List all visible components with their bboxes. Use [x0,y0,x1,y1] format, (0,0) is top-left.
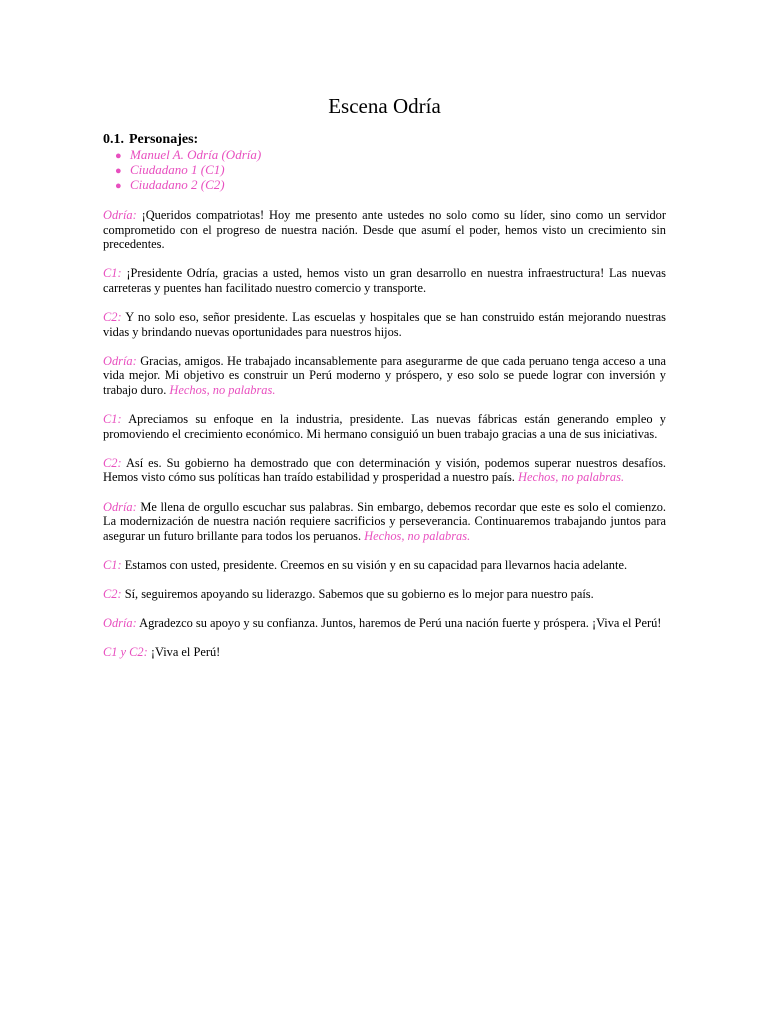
section-heading [103,132,666,148]
dialogue-line [103,500,666,544]
section-number: 0.1. [103,132,124,148]
dialogue-text: Me llena de orgullo escuchar sus palabras. Sin embargo, debemos recordar que este es solo el comienzo. La modernización de nuestra nación requiere sacrificios y perseverancia. Continuaremos trabajando juntos para asegurar un futuro brillante para todos los peruanos. [103,499,666,543]
speaker-label: C2: [103,310,122,325]
speaker-label: Odría: [103,208,137,223]
speaker-label: C1: [103,412,122,427]
speaker-label: C2: [103,455,122,470]
speaker-label: C1 y C2: [103,645,148,660]
dialogue-line [103,354,666,398]
dialogue-text: Estamos con usted, presidente. Creemos en su visión y en su capacidad para llevarnos hacia adelante. [124,557,628,572]
dialogue-line [103,310,666,339]
dialogue [103,208,666,659]
dialogue-text: Apreciamos su enfoque en la industria, presidente. Las nuevas fábricas están generando empleo y promoviendo el crecimiento económico. Mi hermano consiguió un buen trabajo gracias a una de sus iniciativas. [103,412,667,441]
dialogue-text: Sí, seguiremos apoyando su liderazgo. Sabemos que su gobierno es lo mejor para nuestro país. [124,586,594,601]
dialogue-line [103,412,666,441]
bullet-icon: ● [115,150,122,163]
dialogue-text: ¡Queridos compatriotas! Hoy me presento ante ustedes no solo como su líder, sino como un servidor comprometido con el progreso de nuestra nación. Desde que asumí el poder, hemos visto un crecimiento sin precedentes. [103,208,666,252]
dialogue-text: Y no solo eso, señor presidente. Las escuelas y hospitales que se han construido están mejorando nuestras vidas y brindando nuevas oportunidades para nuestros hijos. [103,310,666,339]
speaker-label: Odría: [103,615,137,630]
section-title: Personajes: [129,132,199,148]
dialogue-text: Agradezco su apoyo y su confianza. Juntos, haremos de Perú una nación fuerte y próspera. ¡Viva el Perú! [139,615,662,630]
character-list [103,148,666,193]
dialogue-text: Así es. Su gobierno ha demostrado que con determinación y visión, podemos superar nuestros desafíos. Hemos visto cómo sus políticas han traído estabilidad y prosperidad a nuestro país. [103,455,666,485]
character-name: Manuel A. Odría (Odría) [130,147,262,163]
dialogue-line [103,616,666,631]
dialogue-line [103,208,666,252]
character-name: Ciudadano 2 (C2) [130,177,225,193]
character-item [115,148,666,163]
motto-text: Hechos, no palabras. [169,383,276,398]
dialogue-line [103,587,666,602]
dialogue-text: ¡Viva el Perú! [150,645,221,660]
bullet-icon: ● [115,180,122,193]
dialogue-text: Gracias, amigos. He trabajado incansablemente para asegurarme de que cada peruano tenga acceso a una vida mejor. Mi objetivo es construir un Perú moderno y próspero, y eso solo se puede lograr con inversión y trabajo duro. [103,353,666,398]
dialogue-line [103,456,666,485]
speaker-label: Odría: [103,499,137,514]
character-item [115,178,666,193]
page-title: Escena Odría [328,94,441,118]
bullet-icon: ● [115,165,122,178]
speaker-label: C1: [103,557,122,572]
character-item [115,163,666,178]
dialogue-line [103,645,666,660]
dialogue-text: ¡Presidente Odría, gracias a usted, hemos visto un gran desarrollo en nuestra infraestructura! Las nuevas carreteras y puentes han facilitado nuestro comercio y transporte. [103,266,666,296]
dialogue-line [103,558,666,573]
speaker-label: Odría: [103,353,137,368]
character-name: Ciudadano 1 (C1) [130,162,225,178]
dialogue-line [103,266,666,295]
speaker-label: C2: [103,586,122,601]
motto-text: Hechos, no palabras. [364,528,471,543]
speaker-label: C1: [103,266,122,281]
motto-text: Hechos, no palabras. [518,470,625,485]
